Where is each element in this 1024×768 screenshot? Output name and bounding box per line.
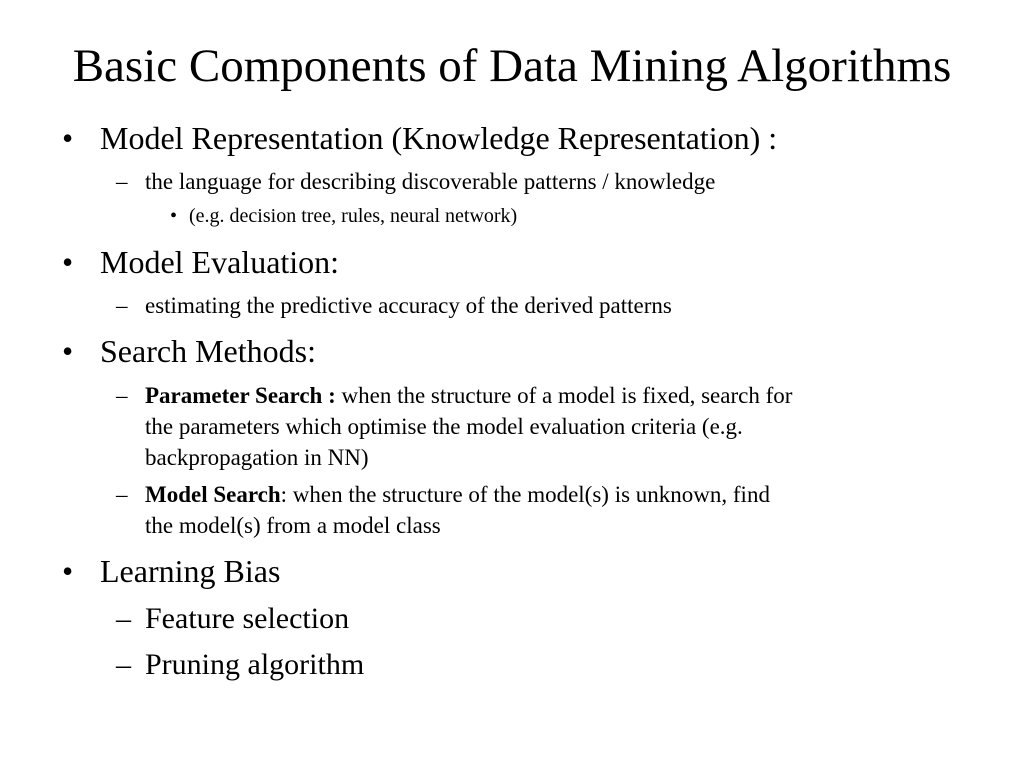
sub-bullet-text: estimating the predictive accuracy of the derived patterns <box>145 293 672 318</box>
dash-marker: – <box>116 169 128 194</box>
dash-marker: – <box>116 482 128 507</box>
term-parameter-search: Parameter Search : <box>145 383 336 408</box>
bullet-marker: • <box>62 553 74 589</box>
dash-marker: – <box>116 383 128 408</box>
slide-title: Basic Components of Data Mining Algorithms <box>72 40 952 92</box>
bullet-marker: • <box>62 244 74 280</box>
sub-bullet-text: Feature selection <box>145 602 350 635</box>
sub-bullet-continuation: the model(s) from a model class <box>145 513 441 538</box>
dash-marker: – <box>116 648 131 681</box>
sub-bullet-text: when the structure of a model is fixed, search for <box>335 383 793 408</box>
sub-bullet-continuation: backpropagation in NN) <box>145 445 369 470</box>
bullet-marker: • <box>62 120 74 156</box>
sub-bullet-text: : when the structure of the model(s) is unknown, find <box>280 482 770 507</box>
term-model-search: Model Search <box>145 482 281 507</box>
sub-bullet-continuation: the parameters which optimise the model evaluation criteria (e.g. <box>145 414 743 439</box>
bullet-marker: • <box>170 205 178 227</box>
dash-marker: – <box>116 293 128 318</box>
bullet-text: Search Methods: <box>100 333 316 369</box>
subsub-bullet-text: (e.g. decision tree, rules, neural network) <box>189 205 518 227</box>
bullet-text: Model Representation (Knowledge Representation) : <box>100 120 778 156</box>
bullet-text: Model Evaluation: <box>100 244 340 280</box>
sub-bullet-line <box>145 479 770 510</box>
sub-bullet-text: the language for describing discoverable patterns / knowledge <box>145 169 716 194</box>
sub-bullet-text: Pruning algorithm <box>145 648 365 681</box>
sub-bullet-line <box>145 380 792 411</box>
dash-marker: – <box>116 602 131 635</box>
bullet-marker: • <box>62 333 74 369</box>
bullet-text: Learning Bias <box>100 553 281 589</box>
